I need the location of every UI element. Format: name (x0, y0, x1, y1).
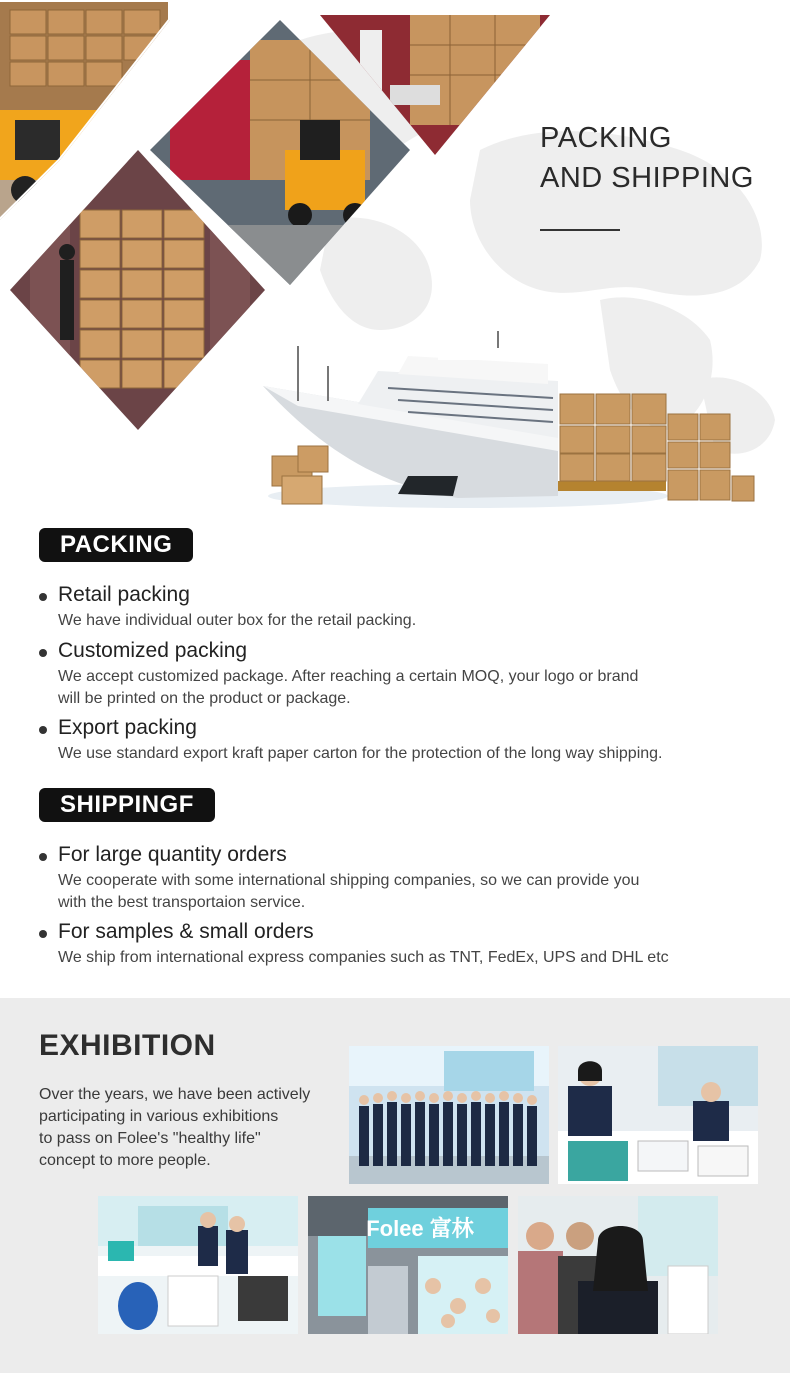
text-line: Over the years, we have been actively (39, 1086, 311, 1103)
exhibition-booth-staff-photo (558, 1046, 758, 1184)
exhibition-description (39, 1084, 339, 1172)
packing-badge: PACKING (39, 528, 193, 562)
desc-line: will be printed on the product or package. (58, 690, 351, 707)
text-line: participating in various exhibitions (39, 1108, 279, 1125)
exhibition-folee-booth-photo (308, 1196, 508, 1334)
packing-item-export (39, 715, 759, 765)
shipping-item-desc (39, 870, 759, 914)
hero-banner (0, 0, 790, 520)
packing-item-customized (39, 638, 759, 710)
exhibition-team-photo (349, 1046, 549, 1184)
exhibition-title: EXHIBITION (39, 1029, 216, 1062)
exhibition-visitors-photo (518, 1196, 718, 1334)
packing-item-desc: We use standard export kraft paper carton for the protection of the long way shipping. (58, 745, 663, 762)
cargo-ship-illustration (258, 326, 758, 516)
hero-title (540, 118, 754, 198)
exhibition-section (0, 998, 790, 1373)
shipping-badge: SHIPPINGF (39, 788, 215, 822)
packing-item-desc (39, 666, 759, 710)
desc-line: We accept customized package. After reaching a certain MOQ, your logo or brand (58, 668, 639, 685)
title-divider (540, 229, 620, 231)
hero-title-line2: AND SHIPPING (540, 162, 754, 194)
desc-line: We cooperate with some international shipping companies, so we can provide you (58, 872, 640, 889)
shipping-item-samples (39, 919, 759, 969)
packing-item-title: Customized packing (39, 638, 759, 664)
container-loading-photo (320, 0, 560, 170)
booth-sign: Folee 富林 (366, 1216, 474, 1241)
inside-container-photo (10, 150, 270, 435)
shipping-item-title: For samples & small orders (39, 919, 759, 945)
exhibition-products-photo (98, 1196, 298, 1334)
packing-item-retail (39, 582, 759, 632)
packing-item-title: Retail packing (39, 582, 759, 608)
right-carton-stack (558, 394, 754, 501)
shipping-item-desc: We ship from international express companies such as TNT, FedEx, UPS and DHL etc (58, 949, 669, 966)
packing-item-title: Export packing (39, 715, 759, 741)
desc-line: with the best transportaion service. (58, 894, 306, 911)
text-line: concept to more people. (39, 1152, 211, 1169)
shipping-item-large (39, 842, 759, 914)
shipping-item-title: For large quantity orders (39, 842, 759, 868)
hero-title-line1: PACKING (540, 122, 672, 154)
text-line: to pass on Folee's "healthy life" (39, 1130, 261, 1147)
packing-item-desc: We have individual outer box for the retail packing. (58, 612, 417, 629)
